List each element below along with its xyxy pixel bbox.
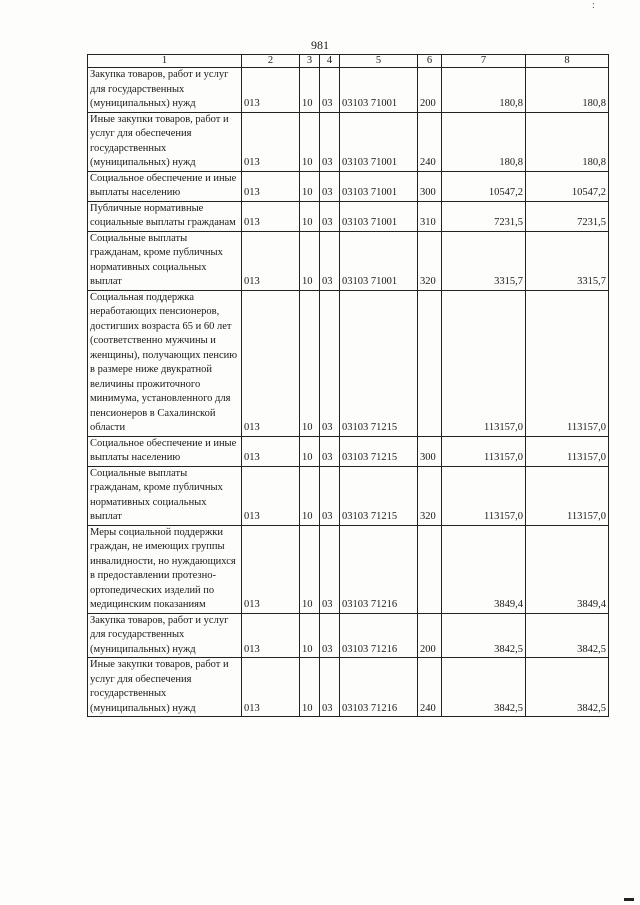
cell-target-article: 03103 71001	[340, 112, 418, 171]
cell-subsection: 03	[320, 613, 340, 658]
row-name: Социальная поддержка неработающих пенсионеров, достигших возраста 65 и 60 лет (соответственно мужчины и женщины), получающих пенсию в размере ниже двукратной величины прожиточного минимума, установленного для пенсионеров в Сахалинской области	[88, 290, 242, 436]
table-row	[88, 231, 609, 290]
cell-target-article: 03103 71216	[340, 613, 418, 658]
cell-section: 10	[300, 436, 320, 466]
cell-section: 10	[300, 171, 320, 201]
table-body	[88, 68, 609, 717]
col-header: 6	[418, 55, 442, 68]
table-row	[88, 613, 609, 658]
cell-expense-type: 300	[418, 436, 442, 466]
cell-section: 10	[300, 658, 320, 717]
table-row	[88, 171, 609, 201]
cell-target-article: 03103 71215	[340, 436, 418, 466]
cell-target-article: 03103 71216	[340, 658, 418, 717]
cell-gov: 013	[242, 171, 300, 201]
cell-target-article: 03103 71216	[340, 525, 418, 613]
table-row	[88, 290, 609, 436]
cell-subsection: 03	[320, 436, 340, 466]
cell-amount-7: 180,8	[442, 68, 526, 113]
cell-section: 10	[300, 466, 320, 525]
col-header: 2	[242, 55, 300, 68]
cell-gov: 013	[242, 201, 300, 231]
col-header: 8	[526, 55, 609, 68]
cell-section: 10	[300, 68, 320, 113]
cell-gov: 013	[242, 658, 300, 717]
cell-gov: 013	[242, 466, 300, 525]
col-header: 1	[88, 55, 242, 68]
col-header: 7	[442, 55, 526, 68]
cell-target-article: 03103 71215	[340, 290, 418, 436]
cell-amount-7: 180,8	[442, 112, 526, 171]
cell-expense-type: 320	[418, 231, 442, 290]
cell-gov: 013	[242, 613, 300, 658]
cell-amount-8: 3849,4	[526, 525, 609, 613]
cell-expense-type: 240	[418, 658, 442, 717]
cell-gov: 013	[242, 290, 300, 436]
cell-amount-8: 3315,7	[526, 231, 609, 290]
cell-section: 10	[300, 525, 320, 613]
row-name: Иные закупки товаров, работ и услуг для обеспечения государственных (муниципальных) нужд	[88, 658, 242, 717]
cell-section: 10	[300, 613, 320, 658]
row-name: Социальные выплаты гражданам, кроме публичных нормативных социальных выплат	[88, 466, 242, 525]
cell-subsection: 03	[320, 171, 340, 201]
cell-expense-type	[418, 290, 442, 436]
col-header: 4	[320, 55, 340, 68]
cell-gov: 013	[242, 436, 300, 466]
row-name: Социальное обеспечение и иные выплаты населению	[88, 436, 242, 466]
cell-amount-8: 10547,2	[526, 171, 609, 201]
cell-section: 10	[300, 290, 320, 436]
cell-expense-type: 200	[418, 613, 442, 658]
cell-target-article: 03103 71001	[340, 231, 418, 290]
cell-amount-8: 7231,5	[526, 201, 609, 231]
row-name: Публичные нормативные социальные выплаты гражданам	[88, 201, 242, 231]
cell-amount-7: 3849,4	[442, 525, 526, 613]
cell-amount-7: 113157,0	[442, 466, 526, 525]
cell-expense-type: 300	[418, 171, 442, 201]
row-name: Социальное обеспечение и иные выплаты населению	[88, 171, 242, 201]
cell-subsection: 03	[320, 231, 340, 290]
page-number: 981	[311, 38, 329, 52]
cell-target-article: 03103 71001	[340, 171, 418, 201]
table-row	[88, 201, 609, 231]
cell-amount-7: 3315,7	[442, 231, 526, 290]
cell-amount-8: 3842,5	[526, 613, 609, 658]
scan-corner-mark	[624, 898, 634, 901]
table-row	[88, 466, 609, 525]
cell-amount-7: 10547,2	[442, 171, 526, 201]
cell-amount-7: 113157,0	[442, 290, 526, 436]
cell-amount-8: 113157,0	[526, 436, 609, 466]
row-name: Иные закупки товаров, работ и услуг для обеспечения государственных (муниципальных) нужд	[88, 112, 242, 171]
cell-gov: 013	[242, 68, 300, 113]
cell-amount-7: 3842,5	[442, 613, 526, 658]
header-row	[88, 55, 609, 68]
row-name: Социальные выплаты гражданам, кроме публичных нормативных социальных выплат	[88, 231, 242, 290]
cell-amount-8: 180,8	[526, 112, 609, 171]
cell-expense-type	[418, 525, 442, 613]
col-header: 3	[300, 55, 320, 68]
col-header: 5	[340, 55, 418, 68]
table-row	[88, 436, 609, 466]
cell-gov: 013	[242, 525, 300, 613]
cell-amount-8: 180,8	[526, 68, 609, 113]
cell-target-article: 03103 71215	[340, 466, 418, 525]
cell-subsection: 03	[320, 658, 340, 717]
cell-subsection: 03	[320, 112, 340, 171]
cell-target-article: 03103 71001	[340, 201, 418, 231]
cell-gov: 013	[242, 231, 300, 290]
cell-gov: 013	[242, 112, 300, 171]
cell-amount-8: 113157,0	[526, 290, 609, 436]
cell-amount-8: 3842,5	[526, 658, 609, 717]
cell-subsection: 03	[320, 290, 340, 436]
cell-amount-7: 113157,0	[442, 436, 526, 466]
cell-expense-type: 240	[418, 112, 442, 171]
cell-expense-type: 310	[418, 201, 442, 231]
cell-subsection: 03	[320, 466, 340, 525]
cell-section: 10	[300, 201, 320, 231]
cell-amount-8: 113157,0	[526, 466, 609, 525]
table-row	[88, 68, 609, 113]
row-name: Закупка товаров, работ и услуг для государственных (муниципальных) нужд	[88, 68, 242, 113]
table-row	[88, 658, 609, 717]
cell-expense-type: 320	[418, 466, 442, 525]
budget-table	[87, 54, 609, 717]
cell-subsection: 03	[320, 201, 340, 231]
row-name: Закупка товаров, работ и услуг для государственных (муниципальных) нужд	[88, 613, 242, 658]
cell-amount-7: 7231,5	[442, 201, 526, 231]
cell-amount-7: 3842,5	[442, 658, 526, 717]
cell-target-article: 03103 71001	[340, 68, 418, 113]
table-row	[88, 112, 609, 171]
scan-mark: :	[592, 0, 595, 11]
cell-subsection: 03	[320, 68, 340, 113]
table-row	[88, 525, 609, 613]
cell-subsection: 03	[320, 525, 340, 613]
row-name: Меры социальной поддержки граждан, не имеющих группы инвалидности, но нуждающихся в предоставлении протезно-ортопедических изделий по медицинским показаниям	[88, 525, 242, 613]
cell-section: 10	[300, 231, 320, 290]
cell-expense-type: 200	[418, 68, 442, 113]
cell-section: 10	[300, 112, 320, 171]
